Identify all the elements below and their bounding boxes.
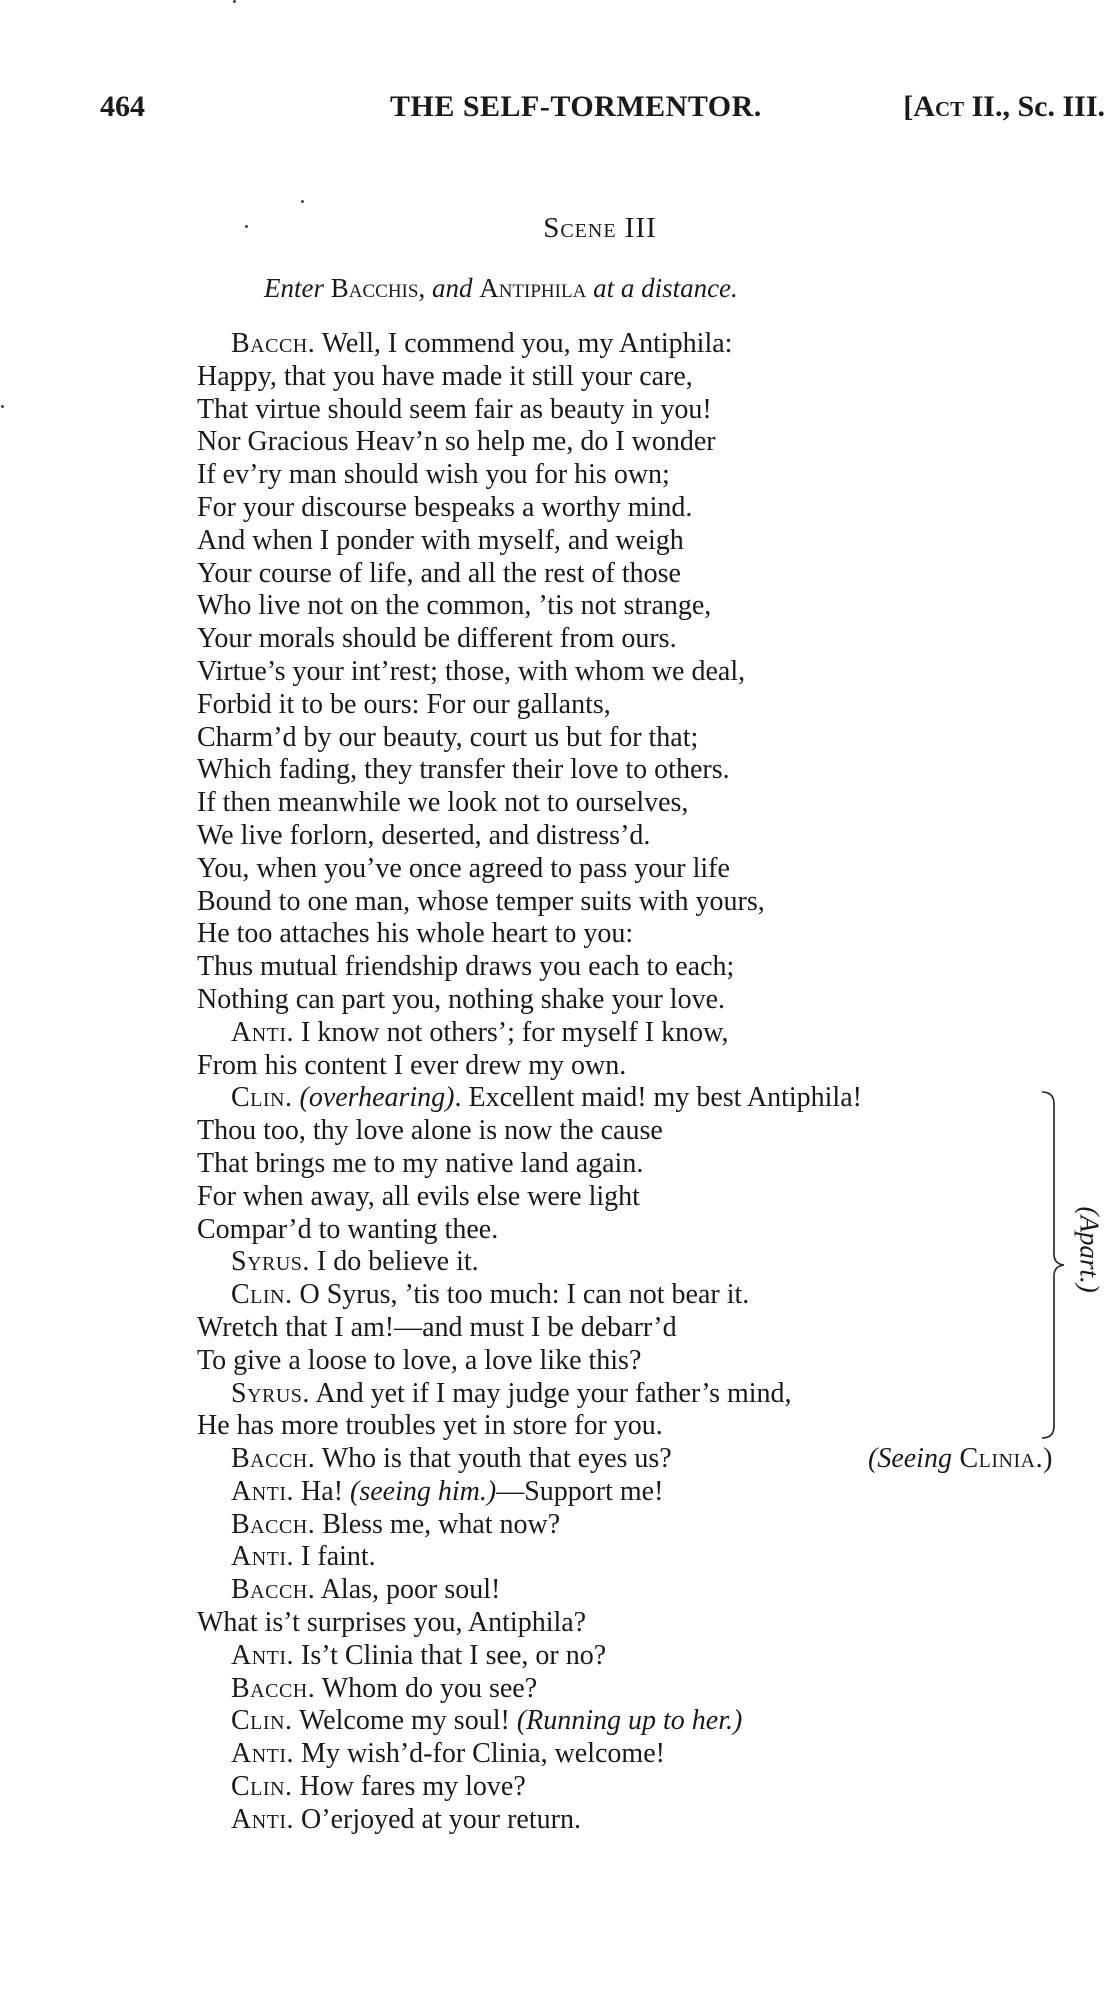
stage-note-name: Clinia.) xyxy=(951,1443,1053,1475)
page-number: 464 xyxy=(100,90,145,123)
verse-line xyxy=(0,1574,1115,1607)
line-text: Nothing can part you, nothing shake your love. xyxy=(197,983,726,1015)
speaker-name: Clin. xyxy=(231,1279,293,1311)
line-text: Well, I commend you, my Antiphila: xyxy=(315,328,733,359)
verse-line-text xyxy=(197,1312,677,1345)
verse-line-text xyxy=(197,1410,663,1443)
verse-line xyxy=(0,1410,1115,1443)
direction-and: and xyxy=(431,273,473,303)
verse-line xyxy=(0,623,1115,656)
verse-line xyxy=(0,1640,1115,1673)
verse-line xyxy=(0,558,1115,591)
verse-line xyxy=(0,1804,1115,1837)
print-speck xyxy=(1,405,4,408)
line-text: Charm’d by our beauty, court us but for that; xyxy=(197,721,699,753)
line-text: Virtue’s your int’rest; those, with whom we deal, xyxy=(197,655,746,687)
aside-label: (Apart.) xyxy=(1074,1206,1105,1293)
running-title: THE SELF-TORMENTOR. xyxy=(390,90,762,123)
scene-heading: Scene III xyxy=(543,212,657,244)
stage-note: (overhearing) xyxy=(299,1082,455,1114)
line-text: Who is that youth that eyes us? xyxy=(315,1443,672,1475)
verse-line xyxy=(0,525,1115,558)
verse-line-text xyxy=(197,689,611,722)
verse-line xyxy=(0,689,1115,722)
verse-line-text xyxy=(197,361,693,394)
play-text xyxy=(0,328,1115,1837)
line-text: We live forlorn, deserted, and distress’d. xyxy=(197,819,651,851)
verse-line xyxy=(0,1378,1115,1411)
verse-line xyxy=(0,918,1115,951)
verse-line xyxy=(0,459,1115,492)
line-text: Thou too, thy love alone is now the cause xyxy=(197,1115,663,1147)
line-text: Which fading, they transfer their love to others. xyxy=(197,754,730,786)
verse-line-text xyxy=(231,1541,376,1574)
line-text: Welcome my soul! xyxy=(292,1705,517,1737)
verse-line-text xyxy=(197,754,730,787)
verse-line-text xyxy=(197,394,712,427)
stage-note-right xyxy=(868,1443,1053,1476)
speaker-name: Bacch. xyxy=(231,328,316,359)
verse-line-text xyxy=(197,590,711,623)
speaker-name: Clin. xyxy=(231,1705,293,1737)
speaker-name: Anti. xyxy=(231,1016,295,1048)
verse-line xyxy=(0,361,1115,394)
line-text: He too attaches his whole heart to you: xyxy=(197,918,634,950)
speaker-name: Bacch. xyxy=(231,1672,316,1704)
line-text: . Excellent maid! my best Antiphila! xyxy=(454,1082,862,1114)
verse-line-text xyxy=(197,492,692,525)
verse-line xyxy=(0,1246,1115,1279)
verse-line xyxy=(0,1279,1115,1312)
line-text: I know not others’; for myself I know, xyxy=(294,1016,729,1048)
verse-line xyxy=(0,1476,1115,1509)
act-bracket: [ xyxy=(903,90,914,123)
verse-line-text xyxy=(231,1279,749,1312)
verse-line xyxy=(0,1214,1115,1247)
line-text: For your discourse bespeaks a worthy mind. xyxy=(197,491,693,523)
verse-line-text xyxy=(231,328,732,361)
verse-line xyxy=(0,590,1115,623)
speaker-name: Bacch. xyxy=(231,1574,316,1606)
verse-line xyxy=(0,853,1115,886)
verse-line-text xyxy=(197,1148,643,1181)
verse-line xyxy=(0,394,1115,427)
verse-line xyxy=(0,820,1115,853)
line-text: If ev’ry man should wish you for his own; xyxy=(197,459,670,491)
verse-line-text xyxy=(231,1476,663,1509)
verse-line xyxy=(0,1017,1115,1050)
act-scene-label xyxy=(903,90,1105,124)
line-text: Bound to one man, whose temper suits with yours, xyxy=(197,885,765,917)
verse-line-text xyxy=(231,1378,792,1411)
verse-line xyxy=(0,754,1115,787)
running-header xyxy=(100,90,1105,130)
line-text: Ha! xyxy=(294,1475,351,1507)
verse-line-text xyxy=(197,722,698,755)
line-text: Compar’d to wanting thee. xyxy=(197,1213,499,1245)
line-text: Who live not on the common, ’tis not strange, xyxy=(197,590,712,622)
verse-line xyxy=(0,1312,1115,1345)
line-text: Is’t Clinia that I see, or no? xyxy=(294,1639,607,1671)
verse-line xyxy=(0,1771,1115,1804)
verse-line xyxy=(0,1345,1115,1378)
verse-line-text xyxy=(197,1050,626,1083)
line-text: You, when you’ve once agreed to pass your life xyxy=(197,852,730,884)
line-text: Thus mutual friendship draws you each to each; xyxy=(197,951,735,983)
line-text-continued: —Support me! xyxy=(496,1475,664,1507)
verse-line-text xyxy=(231,1705,742,1738)
verse-line xyxy=(0,984,1115,1017)
stage-note: (seeing him.) xyxy=(350,1475,497,1507)
verse-line-text xyxy=(231,1640,606,1673)
verse-line-text xyxy=(197,656,745,689)
verse-line-text xyxy=(197,1345,641,1378)
verse-line xyxy=(0,1607,1115,1640)
verse-line-text xyxy=(197,1607,586,1640)
verse-line-text xyxy=(231,1738,665,1771)
verse-line xyxy=(0,1673,1115,1706)
verse-line-text xyxy=(197,459,670,492)
print-speck xyxy=(233,0,236,3)
verse-line-text xyxy=(197,1181,640,1214)
verse-line xyxy=(0,1115,1115,1148)
verse-line-text xyxy=(231,1017,728,1050)
verse-line-text xyxy=(231,1509,560,1542)
verse-line xyxy=(0,426,1115,459)
verse-line-text xyxy=(197,787,688,820)
verse-line-text xyxy=(231,1574,500,1607)
speaker-name: Anti. xyxy=(231,1541,295,1573)
line-text: If then meanwhile we look not to ourselves, xyxy=(197,787,689,819)
line-text: What is’t surprises you, Antiphila? xyxy=(197,1607,587,1639)
print-speck xyxy=(301,200,304,203)
aside-label-wrap xyxy=(1062,1206,1112,1308)
verse-line-text xyxy=(231,1804,581,1837)
line-text: And yet if I may judge your father’s mind, xyxy=(309,1377,792,1409)
speaker-name: Bacch. xyxy=(231,1443,316,1475)
verse-line xyxy=(0,1541,1115,1574)
speaker-name: Anti. xyxy=(231,1475,295,1507)
verse-line-text xyxy=(197,1214,498,1247)
verse-line-text xyxy=(197,853,730,886)
speaker-name: Syrus. xyxy=(231,1377,310,1409)
line-text: And when I ponder with myself, and weigh xyxy=(197,524,684,556)
speaker-name: Clin. xyxy=(231,1771,293,1803)
line-text: Forbid it to be ours: For our gallants, xyxy=(197,688,611,720)
verse-line-text xyxy=(231,1246,479,1279)
speaker-name: Clin. xyxy=(231,1082,293,1114)
verse-line xyxy=(0,328,1115,361)
verse-line-text xyxy=(197,558,681,591)
verse-line-text xyxy=(197,426,716,459)
line-text: How fares my love? xyxy=(292,1771,526,1803)
verse-line xyxy=(0,722,1115,755)
line-text: I faint. xyxy=(294,1541,376,1573)
verse-line xyxy=(0,656,1115,689)
direction-rest: at a distance. xyxy=(593,273,738,303)
verse-line-text xyxy=(197,951,734,984)
verse-line xyxy=(0,787,1115,820)
speaker-name: Bacch. xyxy=(231,1508,316,1540)
stage-direction xyxy=(264,273,738,304)
verse-line xyxy=(0,492,1115,525)
direction-antiphila: Antiphila xyxy=(479,273,587,303)
line-text: Your course of life, and all the rest of those xyxy=(197,557,681,589)
verse-line xyxy=(0,951,1115,984)
direction-bacchis: Bacchis, xyxy=(330,273,426,303)
speaker-name: Anti. xyxy=(231,1738,295,1770)
direction-enter: Enter xyxy=(264,273,324,303)
line-text: He has more troubles yet in store for you. xyxy=(197,1410,663,1442)
verse-line xyxy=(0,1705,1115,1738)
verse-line-text xyxy=(231,1082,862,1115)
verse-line-text xyxy=(197,525,684,558)
verse-line xyxy=(0,1050,1115,1083)
line-text: Nor Gracious Heav’n so help me, do I wonder xyxy=(197,426,716,458)
verse-line xyxy=(0,1443,1115,1476)
stage-note: (Running up to her.) xyxy=(516,1705,743,1737)
speaker-name: Anti. xyxy=(231,1639,295,1671)
speaker-name: Syrus. xyxy=(231,1246,310,1278)
verse-line-text xyxy=(197,918,633,951)
verse-line xyxy=(0,1181,1115,1214)
line-text: Your morals should be different from ours. xyxy=(197,623,677,655)
verse-line-text xyxy=(197,623,677,656)
verse-line-text xyxy=(231,1673,537,1706)
line-text: My wish’d-for Clinia, welcome! xyxy=(294,1738,665,1770)
act-word: Act xyxy=(913,90,965,123)
line-text: O Syrus, ’tis too much: I can not bear it. xyxy=(292,1279,750,1311)
verse-line-text xyxy=(197,886,765,919)
verse-line-text xyxy=(197,1115,663,1148)
verse-line-text xyxy=(231,1443,672,1476)
act-number: II., Sc. III. xyxy=(964,90,1105,123)
verse-line xyxy=(0,1738,1115,1771)
verse-line xyxy=(0,1148,1115,1181)
line-text: Bless me, what now? xyxy=(315,1508,561,1540)
verse-line xyxy=(0,886,1115,919)
verse-line-text xyxy=(197,820,650,853)
verse-line-text xyxy=(197,984,725,1017)
line-text: Happy, that you have made it still your care, xyxy=(197,360,693,392)
line-text: Wretch that I am!—and must I be debarr’d xyxy=(197,1311,677,1343)
line-text: That brings me to my native land again. xyxy=(197,1147,644,1179)
line-text: O’erjoyed at your return. xyxy=(294,1803,581,1835)
verse-line-text xyxy=(231,1771,526,1804)
verse-line xyxy=(0,1082,1115,1115)
line-text: For when away, all evils else were light xyxy=(197,1180,640,1212)
stage-note-italic: (Seeing xyxy=(868,1443,952,1475)
line-text: Alas, poor soul! xyxy=(315,1574,501,1606)
print-speck xyxy=(245,225,248,228)
verse-line xyxy=(0,1509,1115,1542)
speaker-name: Anti. xyxy=(231,1803,295,1835)
line-text: That virtue should seem fair as beauty in you! xyxy=(197,393,712,425)
line-text: I do believe it. xyxy=(309,1246,479,1278)
line-text: To give a loose to love, a love like this? xyxy=(197,1344,642,1376)
line-text: Whom do you see? xyxy=(315,1672,538,1704)
line-text: From his content I ever drew my own. xyxy=(197,1049,627,1081)
